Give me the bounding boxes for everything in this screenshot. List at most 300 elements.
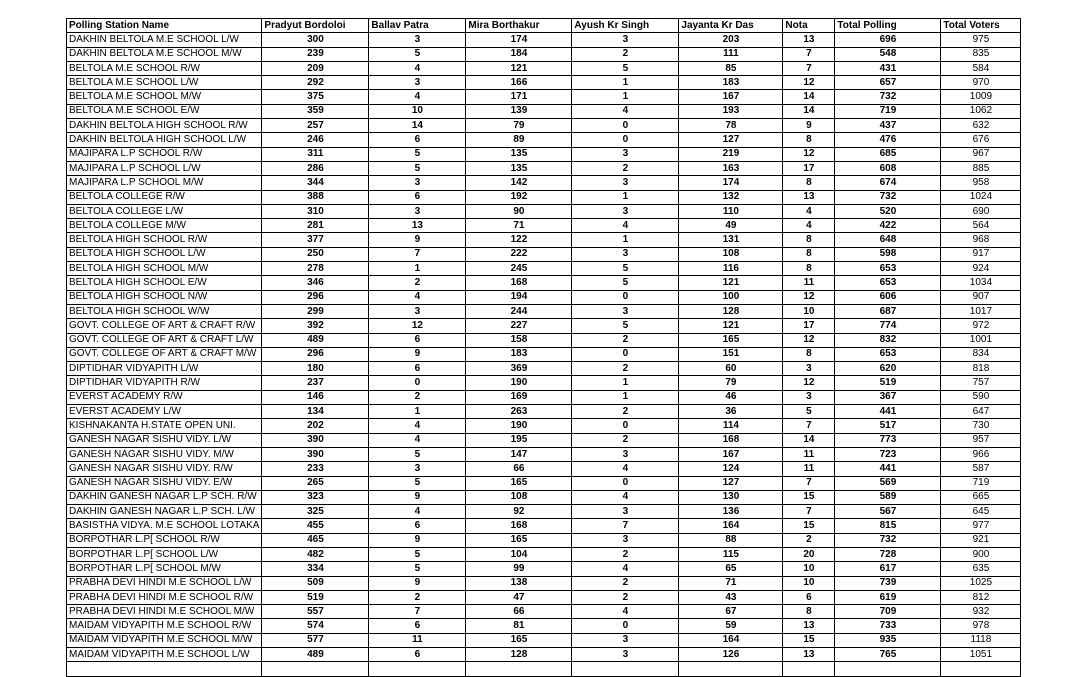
table-row — [67, 547, 1021, 561]
table-row — [67, 161, 1021, 175]
cell-total-polling: 732 — [835, 90, 941, 104]
cell-mira-borthakur: 227 — [466, 319, 572, 333]
cell-total-voters: 835 — [941, 47, 1021, 61]
cell-ballav-patra: 4 — [369, 419, 466, 433]
cell-total-voters — [941, 662, 1021, 676]
cell-pradyut-bordoloi: 300 — [262, 33, 369, 47]
cell-jayanta-kr-das: 136 — [679, 505, 783, 519]
cell-nota: 8 — [783, 233, 835, 247]
cell-total-voters: 719 — [941, 476, 1021, 490]
cell-total-polling: 733 — [835, 619, 941, 633]
cell-mira-borthakur: 92 — [466, 505, 572, 519]
cell-total-polling: 598 — [835, 247, 941, 261]
cell-mira-borthakur: 194 — [466, 290, 572, 304]
cell-jayanta-kr-das: 165 — [679, 333, 783, 347]
table-row — [67, 76, 1021, 90]
cell-jayanta-kr-das: 131 — [679, 233, 783, 247]
cell-total-voters: 665 — [941, 490, 1021, 504]
cell-total-polling: 774 — [835, 319, 941, 333]
cell-total-voters: 590 — [941, 390, 1021, 404]
cell-pradyut-bordoloi: 265 — [262, 476, 369, 490]
cell-total-polling: 619 — [835, 590, 941, 604]
cell-mira-borthakur: 195 — [466, 433, 572, 447]
cell-ayush-kr-singh: 3 — [572, 633, 679, 647]
cell-station-name: GANESH NAGAR SISHU VIDY. M/W — [67, 447, 262, 461]
cell-nota: 12 — [783, 147, 835, 161]
table-row — [67, 262, 1021, 276]
cell-total-polling: 739 — [835, 576, 941, 590]
cell-total-polling: 732 — [835, 533, 941, 547]
cell-total-polling: 441 — [835, 405, 941, 419]
cell-nota: 13 — [783, 33, 835, 47]
table-row — [67, 147, 1021, 161]
cell-total-polling: 441 — [835, 462, 941, 476]
table-row — [67, 619, 1021, 633]
cell-mira-borthakur: 168 — [466, 519, 572, 533]
table-row — [67, 47, 1021, 61]
cell-mira-borthakur: 47 — [466, 590, 572, 604]
cell-station-name: EVERST ACADEMY L/W — [67, 405, 262, 419]
cell-total-polling: 723 — [835, 447, 941, 461]
cell-station-name: MAJIPARA L.P SCHOOL R/W — [67, 147, 262, 161]
cell-ballav-patra: 3 — [369, 204, 466, 218]
cell-station-name: DAKHIN BELTOLA HIGH SCHOOL L/W — [67, 133, 262, 147]
cell-total-polling: 431 — [835, 61, 941, 75]
cell-ballav-patra: 6 — [369, 619, 466, 633]
cell-nota: 15 — [783, 633, 835, 647]
table-row — [67, 90, 1021, 104]
table-row — [67, 61, 1021, 75]
cell-nota: 8 — [783, 347, 835, 361]
cell-ballav-patra — [369, 662, 466, 676]
cell-total-voters: 1024 — [941, 190, 1021, 204]
cell-ayush-kr-singh: 0 — [572, 419, 679, 433]
cell-nota: 14 — [783, 104, 835, 118]
cell-jayanta-kr-das: 128 — [679, 304, 783, 318]
cell-ayush-kr-singh: 3 — [572, 247, 679, 261]
cell-ayush-kr-singh: 1 — [572, 76, 679, 90]
cell-total-polling: 608 — [835, 161, 941, 175]
table-row — [67, 405, 1021, 419]
cell-mira-borthakur: 168 — [466, 276, 572, 290]
cell-ballav-patra: 2 — [369, 590, 466, 604]
cell-nota: 15 — [783, 519, 835, 533]
table-row — [67, 533, 1021, 547]
cell-ballav-patra: 9 — [369, 576, 466, 590]
header-row — [67, 19, 1021, 33]
cell-total-voters: 970 — [941, 76, 1021, 90]
cell-mira-borthakur: 121 — [466, 61, 572, 75]
cell-ayush-kr-singh: 3 — [572, 533, 679, 547]
cell-pradyut-bordoloi: 134 — [262, 405, 369, 419]
table-row — [67, 576, 1021, 590]
cell-jayanta-kr-das: 88 — [679, 533, 783, 547]
cell-ballav-patra: 2 — [369, 276, 466, 290]
cell-pradyut-bordoloi: 344 — [262, 176, 369, 190]
cell-pradyut-bordoloi: 286 — [262, 161, 369, 175]
table-row — [67, 390, 1021, 404]
cell-station-name: BELTOLA HIGH SCHOOL R/W — [67, 233, 262, 247]
cell-ayush-kr-singh: 5 — [572, 262, 679, 276]
cell-mira-borthakur: 122 — [466, 233, 572, 247]
cell-ayush-kr-singh: 1 — [572, 233, 679, 247]
table-row — [67, 505, 1021, 519]
cell-ballav-patra: 9 — [369, 490, 466, 504]
cell-ayush-kr-singh: 3 — [572, 304, 679, 318]
cell-pradyut-bordoloi: 574 — [262, 619, 369, 633]
cell-ayush-kr-singh: 3 — [572, 176, 679, 190]
cell-jayanta-kr-das: 126 — [679, 648, 783, 662]
cell-jayanta-kr-das: 43 — [679, 590, 783, 604]
cell-mira-borthakur: 190 — [466, 376, 572, 390]
cell-nota: 10 — [783, 576, 835, 590]
cell-pradyut-bordoloi: 465 — [262, 533, 369, 547]
cell-station-name: DIPTIDHAR VIDYAPITH L/W — [67, 362, 262, 376]
cell-ayush-kr-singh: 3 — [572, 33, 679, 47]
cell-mira-borthakur: 104 — [466, 547, 572, 561]
cell-jayanta-kr-das: 167 — [679, 90, 783, 104]
cell-ayush-kr-singh: 5 — [572, 319, 679, 333]
cell-nota — [783, 662, 835, 676]
cell-ballav-patra: 5 — [369, 147, 466, 161]
cell-station-name: MAJIPARA L.P SCHOOL M/W — [67, 176, 262, 190]
cell-mira-borthakur: 190 — [466, 419, 572, 433]
cell-pradyut-bordoloi: 296 — [262, 290, 369, 304]
cell-ballav-patra: 6 — [369, 362, 466, 376]
cell-total-voters: 1062 — [941, 104, 1021, 118]
cell-jayanta-kr-das: 132 — [679, 190, 783, 204]
cell-ayush-kr-singh: 0 — [572, 347, 679, 361]
header-ballav-patra: Ballav Patra — [369, 19, 466, 33]
cell-total-voters: 584 — [941, 61, 1021, 75]
cell-ayush-kr-singh: 4 — [572, 562, 679, 576]
table-row — [67, 605, 1021, 619]
cell-total-polling: 674 — [835, 176, 941, 190]
cell-mira-borthakur: 158 — [466, 333, 572, 347]
cell-station-name: BELTOLA HIGH SCHOOL E/W — [67, 276, 262, 290]
cell-jayanta-kr-das: 114 — [679, 419, 783, 433]
table-row — [67, 133, 1021, 147]
table-row — [67, 347, 1021, 361]
cell-mira-borthakur: 244 — [466, 304, 572, 318]
cell-ballav-patra: 6 — [369, 190, 466, 204]
cell-total-voters: 564 — [941, 219, 1021, 233]
cell-jayanta-kr-das: 124 — [679, 462, 783, 476]
cell-nota: 4 — [783, 204, 835, 218]
cell-nota: 14 — [783, 90, 835, 104]
cell-pradyut-bordoloi: 257 — [262, 119, 369, 133]
cell-mira-borthakur: 165 — [466, 533, 572, 547]
cell-total-polling: 653 — [835, 276, 941, 290]
cell-total-voters: 978 — [941, 619, 1021, 633]
cell-mira-borthakur: 263 — [466, 405, 572, 419]
cell-ayush-kr-singh: 0 — [572, 119, 679, 133]
table-body — [67, 33, 1021, 676]
cell-total-voters: 730 — [941, 419, 1021, 433]
cell-ballav-patra: 4 — [369, 433, 466, 447]
table-row — [67, 33, 1021, 47]
cell-mira-borthakur: 184 — [466, 47, 572, 61]
cell-ayush-kr-singh: 3 — [572, 147, 679, 161]
cell-station-name: BORPOTHAR L.P[ SCHOOL R/W — [67, 533, 262, 547]
cell-nota: 11 — [783, 462, 835, 476]
cell-pradyut-bordoloi: 202 — [262, 419, 369, 433]
cell-jayanta-kr-das: 168 — [679, 433, 783, 447]
cell-jayanta-kr-das: 127 — [679, 476, 783, 490]
cell-ballav-patra: 0 — [369, 376, 466, 390]
cell-ballav-patra: 4 — [369, 61, 466, 75]
cell-station-name: BELTOLA M.E SCHOOL M/W — [67, 90, 262, 104]
cell-ballav-patra: 3 — [369, 304, 466, 318]
cell-station-name: DIPTIDHAR VIDYAPITH R/W — [67, 376, 262, 390]
cell-ayush-kr-singh: 0 — [572, 133, 679, 147]
cell-total-voters: 1017 — [941, 304, 1021, 318]
cell-pradyut-bordoloi: 519 — [262, 590, 369, 604]
cell-ballav-patra: 3 — [369, 33, 466, 47]
cell-total-voters: 1009 — [941, 90, 1021, 104]
cell-jayanta-kr-das: 100 — [679, 290, 783, 304]
cell-ayush-kr-singh: 2 — [572, 47, 679, 61]
table-row — [67, 362, 1021, 376]
cell-station-name: BELTOLA M.E SCHOOL R/W — [67, 61, 262, 75]
cell-pradyut-bordoloi: 334 — [262, 562, 369, 576]
table-row — [67, 333, 1021, 347]
cell-jayanta-kr-das: 203 — [679, 33, 783, 47]
cell-jayanta-kr-das: 108 — [679, 247, 783, 261]
cell-nota: 8 — [783, 605, 835, 619]
cell-ayush-kr-singh: 1 — [572, 390, 679, 404]
cell-total-voters: 1025 — [941, 576, 1021, 590]
cell-pradyut-bordoloi: 489 — [262, 648, 369, 662]
cell-ayush-kr-singh: 0 — [572, 476, 679, 490]
cell-total-polling: 422 — [835, 219, 941, 233]
table-row — [67, 290, 1021, 304]
cell-ayush-kr-singh: 7 — [572, 519, 679, 533]
cell-jayanta-kr-das: 59 — [679, 619, 783, 633]
cell-ballav-patra: 12 — [369, 319, 466, 333]
cell-station-name: BELTOLA COLLEGE R/W — [67, 190, 262, 204]
cell-jayanta-kr-das: 67 — [679, 605, 783, 619]
cell-mira-borthakur: 89 — [466, 133, 572, 147]
cell-pradyut-bordoloi: 323 — [262, 490, 369, 504]
table-row — [67, 204, 1021, 218]
cell-mira-borthakur: 147 — [466, 447, 572, 461]
header-nota: Nota — [783, 19, 835, 33]
cell-pradyut-bordoloi: 209 — [262, 61, 369, 75]
cell-pradyut-bordoloi — [262, 662, 369, 676]
cell-jayanta-kr-das: 111 — [679, 47, 783, 61]
cell-station-name: BELTOLA HIGH SCHOOL W/W — [67, 304, 262, 318]
cell-mira-borthakur: 128 — [466, 648, 572, 662]
header-total-polling: Total Polling — [835, 19, 941, 33]
cell-nota: 7 — [783, 476, 835, 490]
cell-nota: 13 — [783, 648, 835, 662]
cell-pradyut-bordoloi: 359 — [262, 104, 369, 118]
cell-jayanta-kr-das: 121 — [679, 319, 783, 333]
cell-total-voters: 812 — [941, 590, 1021, 604]
table-row — [67, 476, 1021, 490]
cell-station-name: MAJIPARA L.P SCHOOL L/W — [67, 161, 262, 175]
table-row — [67, 233, 1021, 247]
cell-ballav-patra: 3 — [369, 176, 466, 190]
cell-jayanta-kr-das — [679, 662, 783, 676]
cell-nota: 7 — [783, 47, 835, 61]
cell-nota: 6 — [783, 590, 835, 604]
cell-total-voters: 587 — [941, 462, 1021, 476]
cell-mira-borthakur — [466, 662, 572, 676]
cell-ballav-patra: 9 — [369, 533, 466, 547]
cell-mira-borthakur: 81 — [466, 619, 572, 633]
cell-ayush-kr-singh: 4 — [572, 104, 679, 118]
cell-ballav-patra: 9 — [369, 233, 466, 247]
table-row — [67, 447, 1021, 461]
cell-pradyut-bordoloi: 388 — [262, 190, 369, 204]
cell-station-name: DAKHIN BELTOLA M.E SCHOOL L/W — [67, 33, 262, 47]
cell-station-name: DAKHIN GANESH NAGAR L.P SCH. R/W — [67, 490, 262, 504]
cell-mira-borthakur: 369 — [466, 362, 572, 376]
table-row — [67, 219, 1021, 233]
cell-station-name: GANESH NAGAR SISHU VIDY. L/W — [67, 433, 262, 447]
cell-mira-borthakur: 165 — [466, 633, 572, 647]
cell-ballav-patra: 4 — [369, 505, 466, 519]
cell-total-voters: 977 — [941, 519, 1021, 533]
cell-station-name: BELTOLA HIGH SCHOOL N/W — [67, 290, 262, 304]
cell-total-voters: 924 — [941, 262, 1021, 276]
cell-total-voters: 917 — [941, 247, 1021, 261]
table-row — [67, 419, 1021, 433]
cell-ballav-patra: 10 — [369, 104, 466, 118]
cell-ayush-kr-singh: 2 — [572, 362, 679, 376]
cell-ballav-patra: 1 — [369, 262, 466, 276]
cell-ayush-kr-singh: 4 — [572, 490, 679, 504]
cell-pradyut-bordoloi: 311 — [262, 147, 369, 161]
cell-station-name: PRABHA DEVI HINDI M.E SCHOOL M/W — [67, 605, 262, 619]
cell-station-name: PRABHA DEVI HINDI M.E SCHOOL R/W — [67, 590, 262, 604]
cell-mira-borthakur: 171 — [466, 90, 572, 104]
header-mira-borthakur: Mira Borthakur — [466, 19, 572, 33]
cell-ayush-kr-singh: 5 — [572, 61, 679, 75]
table-row — [67, 276, 1021, 290]
header-jayanta-kr-das: Jayanta Kr Das — [679, 19, 783, 33]
cell-jayanta-kr-das: 167 — [679, 447, 783, 461]
cell-total-voters: 972 — [941, 319, 1021, 333]
cell-mira-borthakur: 222 — [466, 247, 572, 261]
cell-ayush-kr-singh: 1 — [572, 190, 679, 204]
cell-total-voters: 1051 — [941, 648, 1021, 662]
table-row — [67, 662, 1021, 676]
cell-mira-borthakur: 142 — [466, 176, 572, 190]
cell-total-voters: 968 — [941, 233, 1021, 247]
cell-total-polling: 589 — [835, 490, 941, 504]
cell-ballav-patra: 3 — [369, 462, 466, 476]
cell-pradyut-bordoloi: 237 — [262, 376, 369, 390]
cell-jayanta-kr-das: 164 — [679, 519, 783, 533]
cell-nota: 15 — [783, 490, 835, 504]
cell-jayanta-kr-das: 49 — [679, 219, 783, 233]
cell-jayanta-kr-das: 110 — [679, 204, 783, 218]
cell-ballav-patra: 4 — [369, 90, 466, 104]
cell-total-polling: 617 — [835, 562, 941, 576]
cell-nota: 7 — [783, 61, 835, 75]
cell-total-voters: 818 — [941, 362, 1021, 376]
cell-total-polling — [835, 662, 941, 676]
cell-total-voters: 966 — [941, 447, 1021, 461]
cell-mira-borthakur: 183 — [466, 347, 572, 361]
table-row — [67, 104, 1021, 118]
table-row — [67, 190, 1021, 204]
cell-total-polling: 367 — [835, 390, 941, 404]
cell-ayush-kr-singh: 2 — [572, 590, 679, 604]
table-row — [67, 247, 1021, 261]
cell-station-name: DAKHIN GANESH NAGAR L.P SCH. L/W — [67, 505, 262, 519]
table-row — [67, 376, 1021, 390]
table-row — [67, 462, 1021, 476]
cell-jayanta-kr-das: 36 — [679, 405, 783, 419]
cell-nota: 9 — [783, 119, 835, 133]
cell-ayush-kr-singh: 0 — [572, 619, 679, 633]
cell-jayanta-kr-das: 121 — [679, 276, 783, 290]
cell-station-name — [67, 662, 262, 676]
cell-mira-borthakur: 165 — [466, 476, 572, 490]
cell-jayanta-kr-das: 219 — [679, 147, 783, 161]
cell-total-polling: 696 — [835, 33, 941, 47]
cell-nota: 7 — [783, 505, 835, 519]
cell-nota: 3 — [783, 362, 835, 376]
cell-pradyut-bordoloi: 390 — [262, 433, 369, 447]
cell-station-name: DAKHIN BELTOLA HIGH SCHOOL R/W — [67, 119, 262, 133]
header-pradyut-bordoloi: Pradyut Bordoloi — [262, 19, 369, 33]
cell-station-name: GANESH NAGAR SISHU VIDY. E/W — [67, 476, 262, 490]
cell-ayush-kr-singh: 2 — [572, 433, 679, 447]
cell-total-polling: 815 — [835, 519, 941, 533]
cell-total-polling: 728 — [835, 547, 941, 561]
cell-jayanta-kr-das: 174 — [679, 176, 783, 190]
cell-pradyut-bordoloi: 180 — [262, 362, 369, 376]
cell-total-voters: 921 — [941, 533, 1021, 547]
cell-nota: 12 — [783, 376, 835, 390]
cell-pradyut-bordoloi: 278 — [262, 262, 369, 276]
cell-ballav-patra: 6 — [369, 519, 466, 533]
cell-total-polling: 685 — [835, 147, 941, 161]
cell-jayanta-kr-das: 164 — [679, 633, 783, 647]
cell-jayanta-kr-das: 116 — [679, 262, 783, 276]
cell-station-name: BELTOLA M.E SCHOOL L/W — [67, 76, 262, 90]
cell-total-voters: 957 — [941, 433, 1021, 447]
cell-ballav-patra: 5 — [369, 447, 466, 461]
cell-pradyut-bordoloi: 292 — [262, 76, 369, 90]
cell-station-name: GANESH NAGAR SISHU VIDY. R/W — [67, 462, 262, 476]
cell-nota: 12 — [783, 333, 835, 347]
cell-pradyut-bordoloi: 246 — [262, 133, 369, 147]
cell-station-name: BELTOLA COLLEGE L/W — [67, 204, 262, 218]
cell-station-name: EVERST ACADEMY R/W — [67, 390, 262, 404]
cell-ballav-patra: 4 — [369, 290, 466, 304]
cell-total-voters: 900 — [941, 547, 1021, 561]
cell-nota: 17 — [783, 161, 835, 175]
cell-jayanta-kr-das: 151 — [679, 347, 783, 361]
cell-total-voters: 907 — [941, 290, 1021, 304]
cell-pradyut-bordoloi: 325 — [262, 505, 369, 519]
cell-pradyut-bordoloi: 557 — [262, 605, 369, 619]
cell-nota: 8 — [783, 176, 835, 190]
cell-pradyut-bordoloi: 146 — [262, 390, 369, 404]
cell-ayush-kr-singh: 3 — [572, 204, 679, 218]
cell-station-name: GOVT. COLLEGE OF ART & CRAFT L/W — [67, 333, 262, 347]
cell-total-polling: 519 — [835, 376, 941, 390]
cell-total-voters: 632 — [941, 119, 1021, 133]
cell-mira-borthakur: 108 — [466, 490, 572, 504]
cell-jayanta-kr-das: 127 — [679, 133, 783, 147]
